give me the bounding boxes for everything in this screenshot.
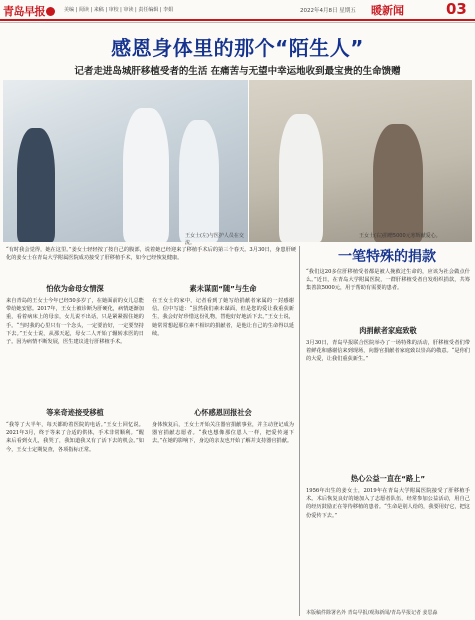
doctor-figure xyxy=(123,108,169,242)
side-title: 一笔特殊的捐款 xyxy=(338,249,436,265)
section-body: 身体恢复后，王女士开始关注器官捐献事业，并主动登记成为器官捐献志愿者。“我也想像那位恩人一样，把爱传递下去。”在她的影响下，身边的亲友也开始了解并支持器官捐献。 xyxy=(152,422,294,445)
newspaper-logo: 青岛早报 xyxy=(3,3,55,19)
issue-date: 2022年4月8日 星期五 xyxy=(300,8,356,14)
editor-credits: 美编 | 阅读 | 来稿 | 审校 | 审读 | 责任编辑 | 李娟 xyxy=(64,7,174,13)
photo-medical-exchange xyxy=(3,80,248,246)
page-number: 03 xyxy=(446,0,467,18)
logo-mark-icon xyxy=(46,7,55,16)
column-divider xyxy=(299,246,300,616)
header-rule xyxy=(0,19,475,21)
person-figure xyxy=(17,128,55,242)
photo-caption: 王女士(右)捐赠5000元寒辉献爱心。 xyxy=(359,233,441,239)
section-heading: 素未谋面“随”与生命 xyxy=(189,284,257,293)
lead-paragraph: “有时我会觉得，她在这里。”姜女士轻轻按了按自己的腹部，说着她已经迎来了移植手术后的第三个春天。3月30日，身患肝硬化的姜女士在青岛大学附属医院成功接受了肝移植手术，如今已经恢复健康。 xyxy=(6,247,296,262)
section-body: 来自青岛的王女士今年已经50多岁了，在她面前的女儿总能带给她安慰。2017年，王女士被诊断为肝硬化，病情逐渐加重，看着病床上的母亲，女儿说不出话，只是紧紧握住她的手。“当时我的心里只有一个念头，一定要治好，一定要坚持下去。”王女士说，从那天起，母女二人开始了辗转求医的日子。因为病情不断发展，医生建议进行肝移植手术。 xyxy=(6,298,144,346)
section-name: 暖新闻 xyxy=(371,4,404,17)
photo-donation xyxy=(249,80,472,242)
section-body: 在王女士的家中，记者看到了她写给捐献者家属的一封感谢信。信中写道：“虽然我们素未谋面，但是您的爱让我重获新生，我会好好珍惜这份礼物，替他好好地活下去。”王女士说，她常常想起那位素不相识的捐献者，是他让自己的生命得以延续。 xyxy=(152,298,294,337)
section-heading: 怕依为命母女情深 xyxy=(46,284,104,293)
side-heading: 热心公益一直在“路上” xyxy=(350,474,426,483)
section-body: “我等了大半年，每天都盼着医院的电话。”王女士回忆说。2021年3月，终于等来了合适的供体，手术非常顺利。“醒来后看到女儿，我哭了，我知道我又有了活下去的机会。”如今，王女士定期复查，各项指标正常。 xyxy=(6,422,144,453)
section-heading: 心怀感恩回报社会 xyxy=(194,408,252,417)
subheadline: 记者走进岛城肝移植受者的生活 在痛苦与无望中幸运地收到最宝贵的生命馈赠 xyxy=(74,66,401,77)
side-body: 3月30日，青岛早报联合医院举办了一场特殊的活动，肝移植受者们带着鲜花和感谢信来到现场，向器官捐献者家庭致以崇高的敬意。“是你们的大爱，让我们重获新生。” xyxy=(306,340,470,363)
photo-caption: 王女士(左)与医护人员在交流。 xyxy=(185,233,244,246)
header-rule-thin xyxy=(0,22,475,23)
side-heading: 肉捐献者家庭致敬 xyxy=(359,326,417,335)
section-heading: 等来奇迹接受移植 xyxy=(46,408,104,417)
side-body: 1956年出生的姜女士，2019年在青岛大学附属医院接受了肝移植手术。术后恢复良好的她加入了志愿者队伍，经常参加公益活动，用自己的经历鼓励正在等待移植的患者。“生命是别人给的，我要用好它，把这份爱传下去。” xyxy=(306,488,470,519)
byline-footer: 本版稿件除署名外 青岛早报/观海新闻/青岛早报记者 姜思淼 xyxy=(306,610,438,616)
doctor-figure xyxy=(279,114,323,242)
doctor-figure xyxy=(179,120,219,242)
side-intro: “我们这20多位肝移植受者都是被人挽救过生命的，应该为社会做点什么。”近日，在青岛大学附属医院，一群肝移植受者自发组织捐款，共筹集善款5000元，用于帮助有需要的患者。 xyxy=(306,269,470,292)
headline: 感恩身体里的那个“陌生人” xyxy=(111,36,364,60)
page-header xyxy=(0,0,475,20)
person-figure xyxy=(373,124,423,242)
